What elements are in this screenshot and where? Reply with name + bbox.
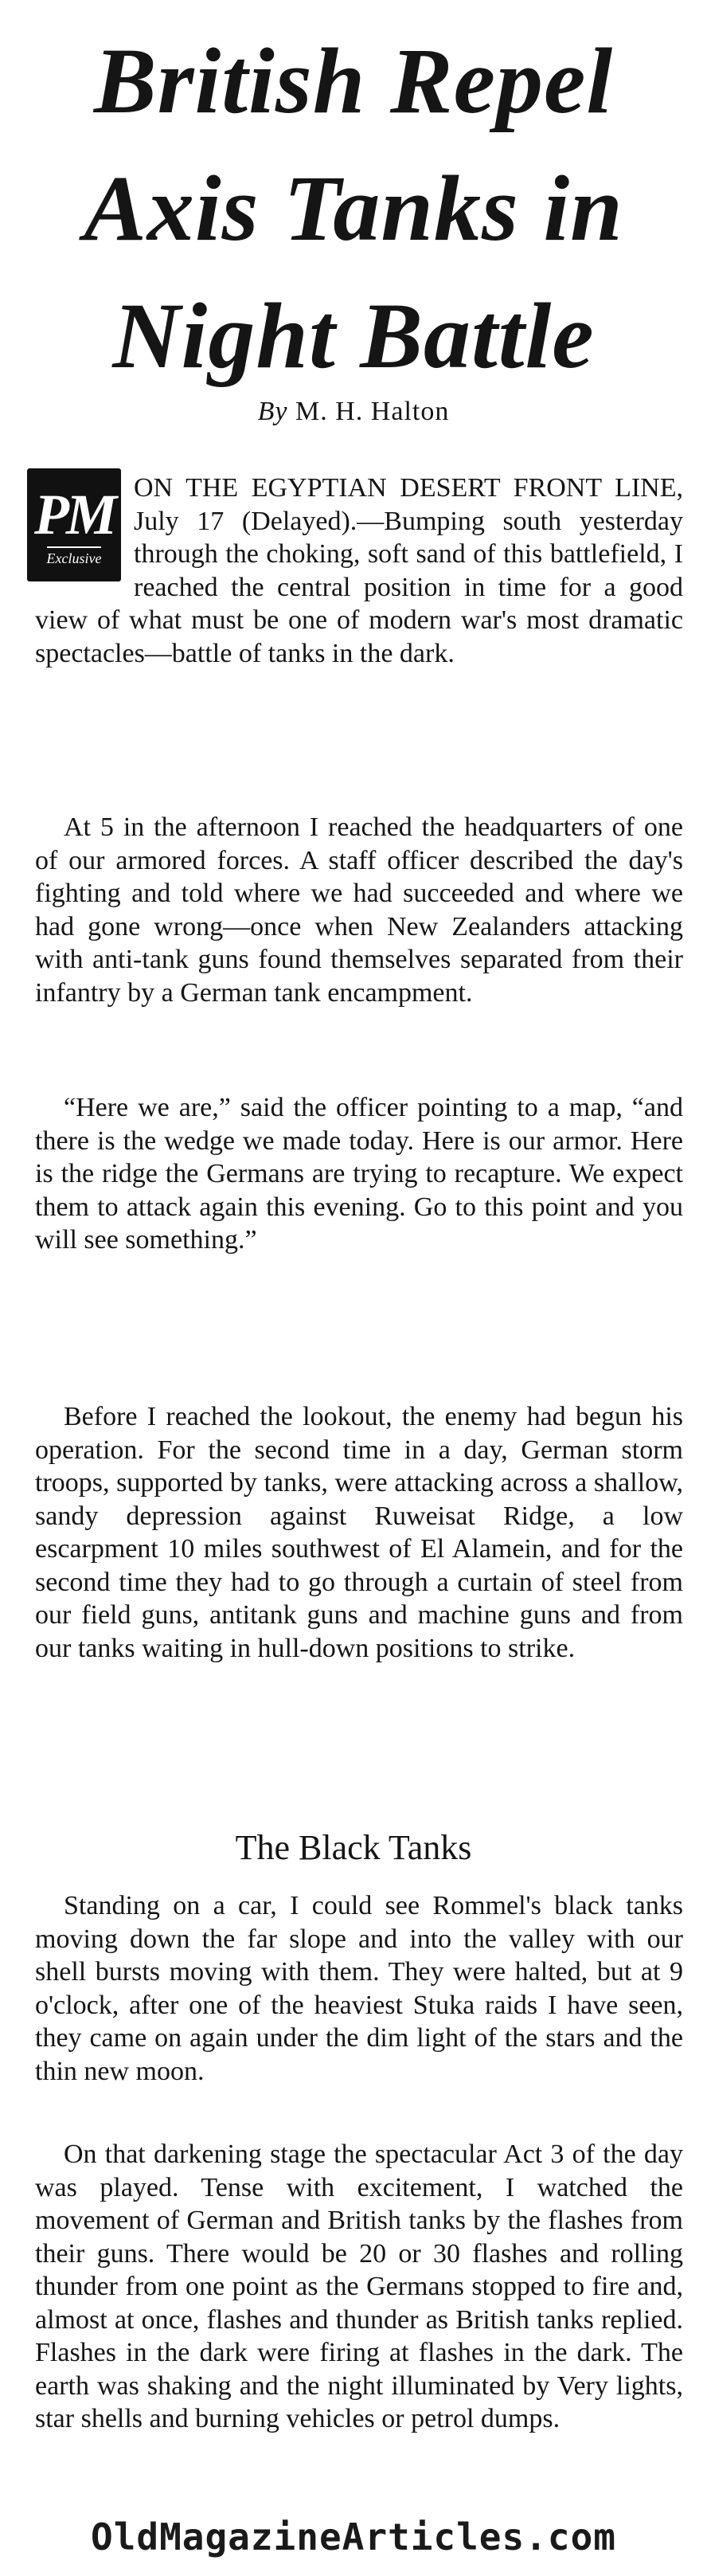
headline-line-2: Axis Tanks in [84, 156, 623, 260]
byline-prefix: By [257, 397, 288, 426]
pm-logo-mark: PM [34, 482, 114, 546]
paragraph-4: Before I reached the lookout, the enemy had begun his operation. For the second time in a day, German storm troops, supported by tanks, were attacking across a shallow, sandy depression against Ruweisat Ridge, a low escarpment 10 miles southwest of El Alamein, and for the second time they had to go through a curtain of steel from our field guns, antitank guns and machine guns and from our tanks waiting in hull-down positions to strike. [35, 1402, 683, 1663]
paragraph-3: “Here we are,” said the officer pointing to a map, “and there is the wedge we made today. Here is our armor. Here is the ridge the Germans are trying to recapture. We expect them to attack again this evening. Go to this point and you will see something.” [35, 1093, 683, 1255]
paragraph-4-block [35, 1400, 683, 1665]
paragraph-2-block [35, 811, 683, 1009]
paragraph-6-block [35, 2138, 683, 2436]
paragraph-5: Standing on a car, I could see Rommel's black tanks moving down the far slope and into the valley with our shell bursts moving with them. They were halted, but at 9 o'clock, after one of the heaviest Stuka raids I have seen, they came on again under the dim light of the stars and the thin new moon. [35, 1891, 683, 2086]
exclusive-label: Exclusive [47, 546, 102, 566]
byline [0, 397, 707, 427]
paragraph-5-block [35, 1889, 683, 2088]
source-watermark: OldMagazineArticles.com [91, 2515, 616, 2558]
paragraph-3-block [35, 1091, 683, 1257]
paragraph-2: At 5 in the afternoon I reached the headquarters of one of our armored forces. A staff officer described the day's fighting and told where we had succeeded and where we had gone wrong—once when New Zealanders attacking with anti-tank guns found themselves separated from their infantry by a German tank encampment. [35, 812, 683, 1008]
paragraph-1: ON THE EGYPTIAN DESERT FRONT LINE, July 17 (Delayed).—Bumping south yesterday through the choking, soft sand of this battlefield, I reached the central position in time for a good view of what must be one of modern war's most dramatic spectacles—battle of tanks in the dark. [35, 473, 683, 668]
headline-line-3: Night Battle [112, 284, 595, 388]
section-subhead: The Black Tanks [235, 1828, 472, 1867]
byline-author: M. H. Halton [295, 397, 450, 426]
paragraph-6: On that darkening stage the spectacular Act 3 of the day was played. Tense with excitement, I watched the movement of German and British tanks by the flashes from their guns. There would be 20 or 30 flashes and rolling thunder from one point as the Germans stopped to fire and, almost at once, flashes and thunder as British tanks replied. Flashes in the dark were firing at flashes in the dark. The earth was shaking and the night illuminated by Very lights, star shells and burning vehicles or petrol dumps. [35, 2139, 683, 2433]
headline-line-1: British Repel [93, 29, 614, 133]
headline [16, 18, 691, 400]
